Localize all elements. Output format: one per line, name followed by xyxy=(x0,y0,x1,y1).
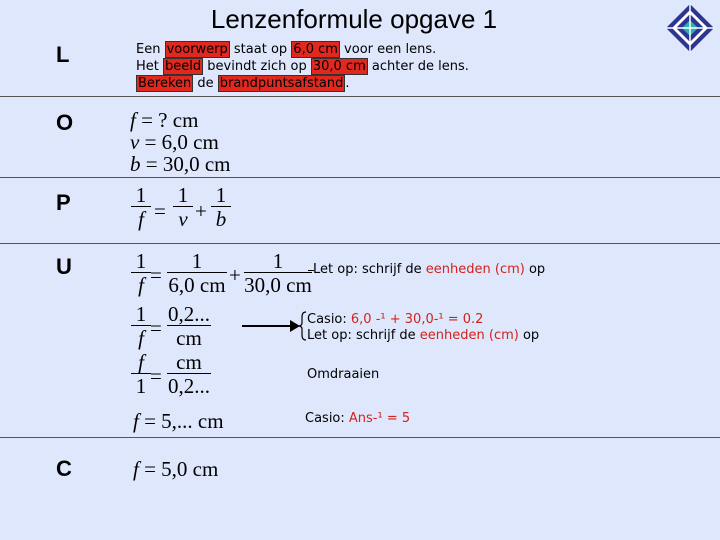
divider xyxy=(0,243,720,244)
highlight-bereken: Bereken xyxy=(138,76,192,91)
casio-step-2: Casio: Ans-¹ = 5 xyxy=(305,411,411,426)
given-v: v = 6,0 cm xyxy=(130,130,219,154)
calc-fraction-1-f: $\frac{1}{f}$ xyxy=(131,303,151,350)
calc-fraction-0-2-over-cm: $\frac{0,2...}{cm}$ xyxy=(168,302,210,350)
divider xyxy=(0,96,720,97)
casio-step-1: Casio: 6,0 -¹ + 30,0-¹ = 0.2 xyxy=(307,312,484,327)
calc-fraction-1-over-6cm: $\frac{1}{6,0 cm}$ xyxy=(168,249,226,297)
arrow-icon xyxy=(240,318,302,334)
note-units-1: Let op: schrijf de eenheden (cm) op xyxy=(313,262,546,277)
page-title: Lenzenformule opgave 1 xyxy=(210,4,498,34)
logo-icon xyxy=(665,3,715,53)
divider xyxy=(0,437,720,438)
highlight-voorwerp: voorwerp xyxy=(166,42,228,57)
calc-equals: = xyxy=(150,316,162,340)
formula-fraction-1-v: $\frac{1}{v}$ xyxy=(173,184,193,231)
step-label-o: O xyxy=(56,110,74,135)
calc-equals: = xyxy=(150,364,162,388)
step-label-p: P xyxy=(56,190,71,215)
divider xyxy=(0,177,720,178)
conclusion-result: f = 5,0 cm xyxy=(133,457,219,481)
highlight-object-distance: 6,0 cm xyxy=(293,42,338,57)
step-label-c: C xyxy=(56,456,72,481)
brace-icon xyxy=(297,311,307,341)
calc-fraction-f-1: $\frac{f}{1}$ xyxy=(131,351,151,398)
formula-equals: = xyxy=(154,199,166,223)
given-f: f = ? cm xyxy=(130,108,199,132)
note-omdraaien: Omdraaien xyxy=(307,367,380,382)
question-line: Een voorwerp staat op 6,0 cm voor een lens. xyxy=(136,42,437,57)
question-line: Bereken de brandpuntsafstand . xyxy=(138,76,350,91)
highlight-beeld: beeld xyxy=(165,59,202,74)
formula-fraction-1-f: $\frac{1}{f}$ xyxy=(131,184,151,231)
calc-equals: = xyxy=(150,263,162,287)
calc-fraction-1-f: $\frac{1}{f}$ xyxy=(131,250,151,297)
calc-plus: + xyxy=(229,263,241,287)
given-b: b = 30,0 cm xyxy=(130,152,231,176)
step-label-l: L xyxy=(56,42,70,67)
highlight-image-distance: 30,0 cm xyxy=(312,59,366,74)
formula-fraction-1-b: $\frac{1}{b}$ xyxy=(211,184,231,231)
highlight-brandpuntsafstand: brandpuntsafstand xyxy=(219,76,344,91)
note-units-2: Let op: schrijf de eenheden (cm) op xyxy=(307,328,540,343)
step-label-u: U xyxy=(56,254,72,279)
question-line: Het beeld bevindt zich op 30,0 cm achter de lens. xyxy=(136,59,469,74)
calc-result: f = 5,... cm xyxy=(133,409,224,433)
calc-fraction-1-over-30cm: $\frac{1}{30,0 cm}$ xyxy=(244,249,312,297)
formula-plus: + xyxy=(195,199,207,223)
calc-fraction-cm-over-0-2: $\frac{cm}{0,2...}$ xyxy=(168,350,210,398)
